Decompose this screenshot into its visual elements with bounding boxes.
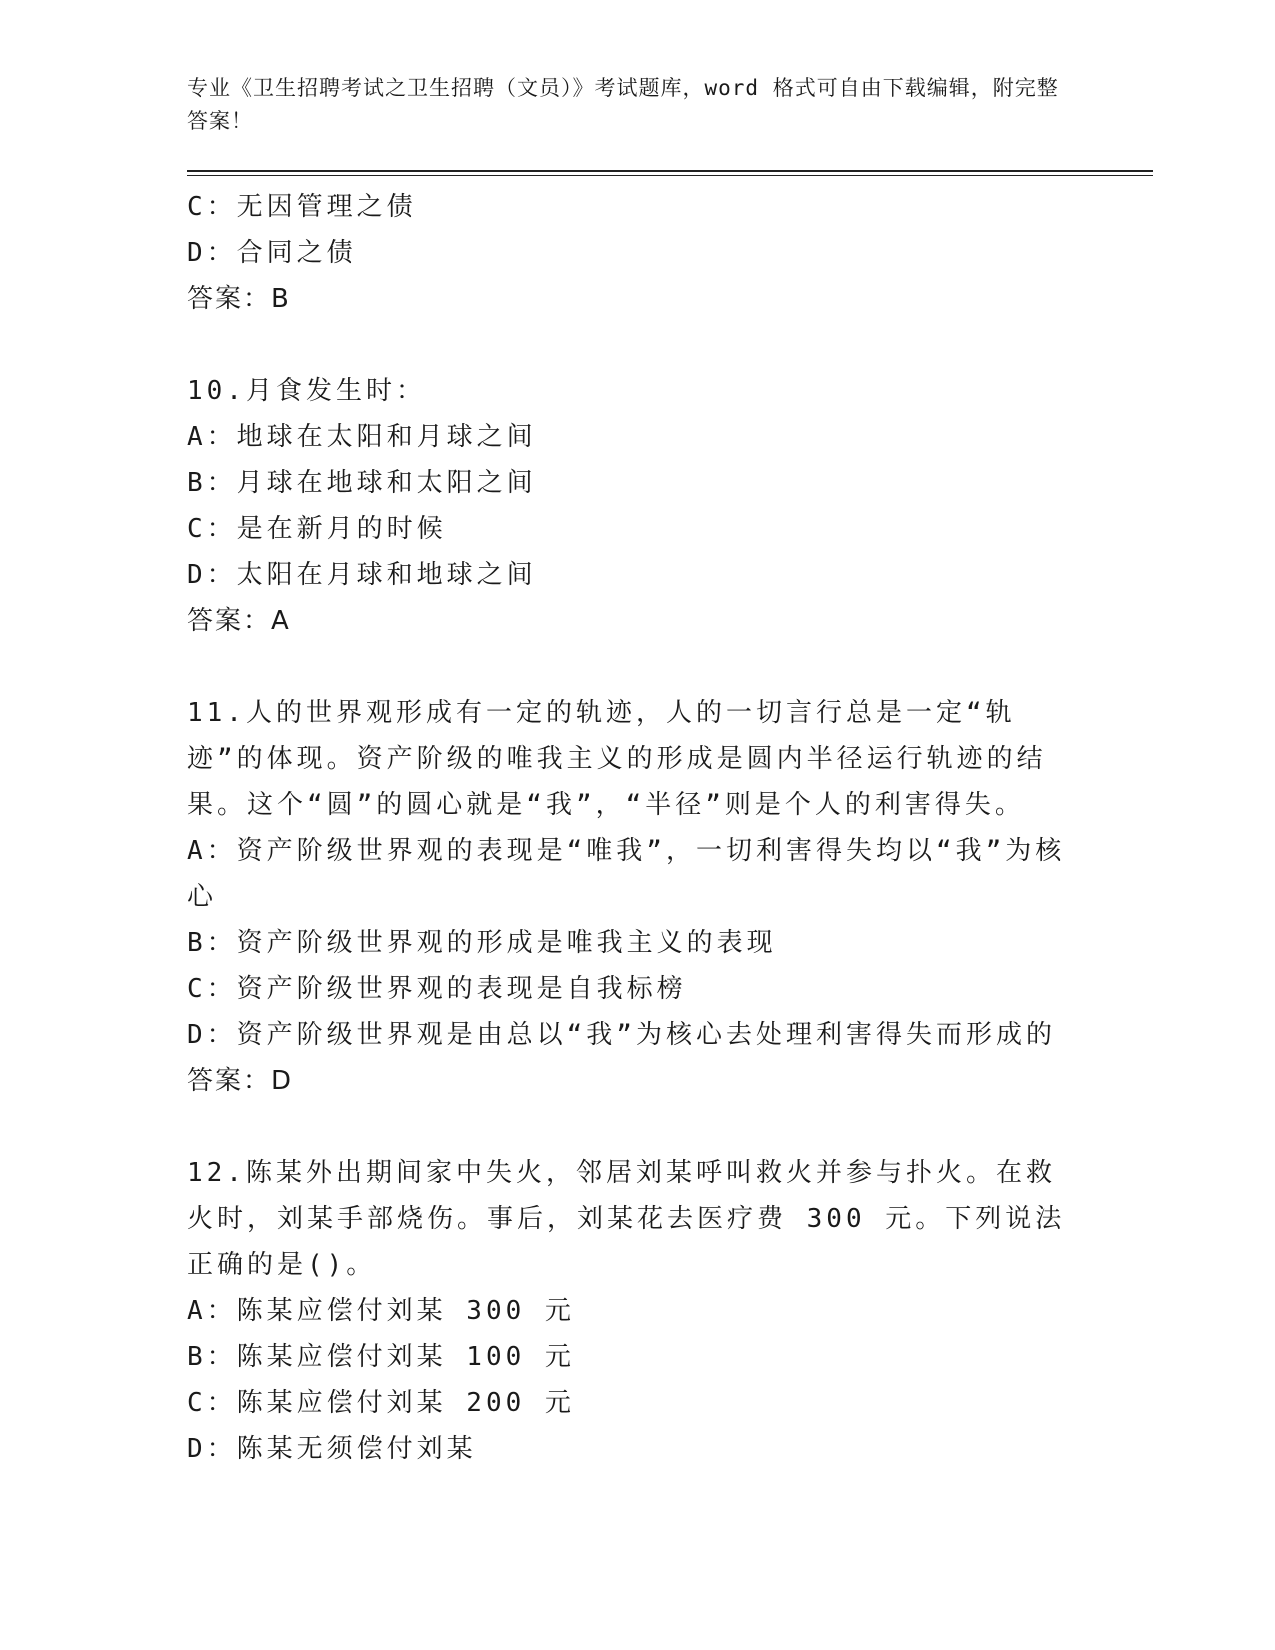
option-d: D：陈某无须偿付刘某 (187, 1434, 477, 1464)
option-d: D：合同之债 (187, 238, 357, 268)
option-a: A：地球在太阳和月球之间 (187, 422, 537, 452)
option-b: B：资产阶级世界观的形成是唯我主义的表现 (187, 928, 777, 958)
option-c: C：无因管理之债 (187, 192, 417, 222)
question-12 (187, 1150, 1147, 1472)
question-text: 12.陈某外出期间家中失火，邻居刘某呼叫救火并参与扑火。在救火时，刘某手部烧伤。事后，刘某花去医疗费 300 元。下列说法正确的是()。 (187, 1158, 1066, 1280)
question-10 (187, 368, 1147, 644)
option-d: D：资产阶级世界观是由总以“我”为核心去处理利害得失而形成的 (187, 1020, 1056, 1050)
option-a: A：资产阶级世界观的表现是“唯我”，一切利害得失均以“我”为核心 (187, 836, 1066, 912)
option-a: A：陈某应偿付刘某 300 元 (187, 1296, 575, 1326)
answer-label: 答案：A (187, 606, 291, 636)
question-text: 10.月食发生时： (187, 376, 426, 406)
option-d: D：太阳在月球和地球之间 (187, 560, 537, 590)
question-11 (187, 690, 1147, 1104)
answer-label: 答案：B (187, 284, 291, 314)
answer-label: 答案：D (187, 1066, 294, 1096)
option-c: C：陈某应偿付刘某 200 元 (187, 1388, 575, 1418)
question-list (187, 184, 1147, 1472)
question-text: 11.人的世界观形成有一定的轨迹，人的一切言行总是一定“轨迹”的体现。资产阶级的唯我主义的形成是圆内半径运行轨迹的结果。这个“圆”的圆心就是“我”，“半径”则是个人的利害得失。 (187, 698, 1047, 820)
continued-question (187, 184, 1147, 322)
header-divider (187, 170, 1153, 176)
document-header: 专业《卫生招聘考试之卫生招聘（文员）》考试题库，word 格式可自由下载编辑，附完整答案！ (187, 76, 1059, 133)
option-b: B：陈某应偿付刘某 100 元 (187, 1342, 575, 1372)
document-page (187, 72, 1147, 1472)
option-c: C：是在新月的时候 (187, 514, 447, 544)
option-b: B：月球在地球和太阳之间 (187, 468, 537, 498)
option-c: C：资产阶级世界观的表现是自我标榜 (187, 974, 687, 1004)
